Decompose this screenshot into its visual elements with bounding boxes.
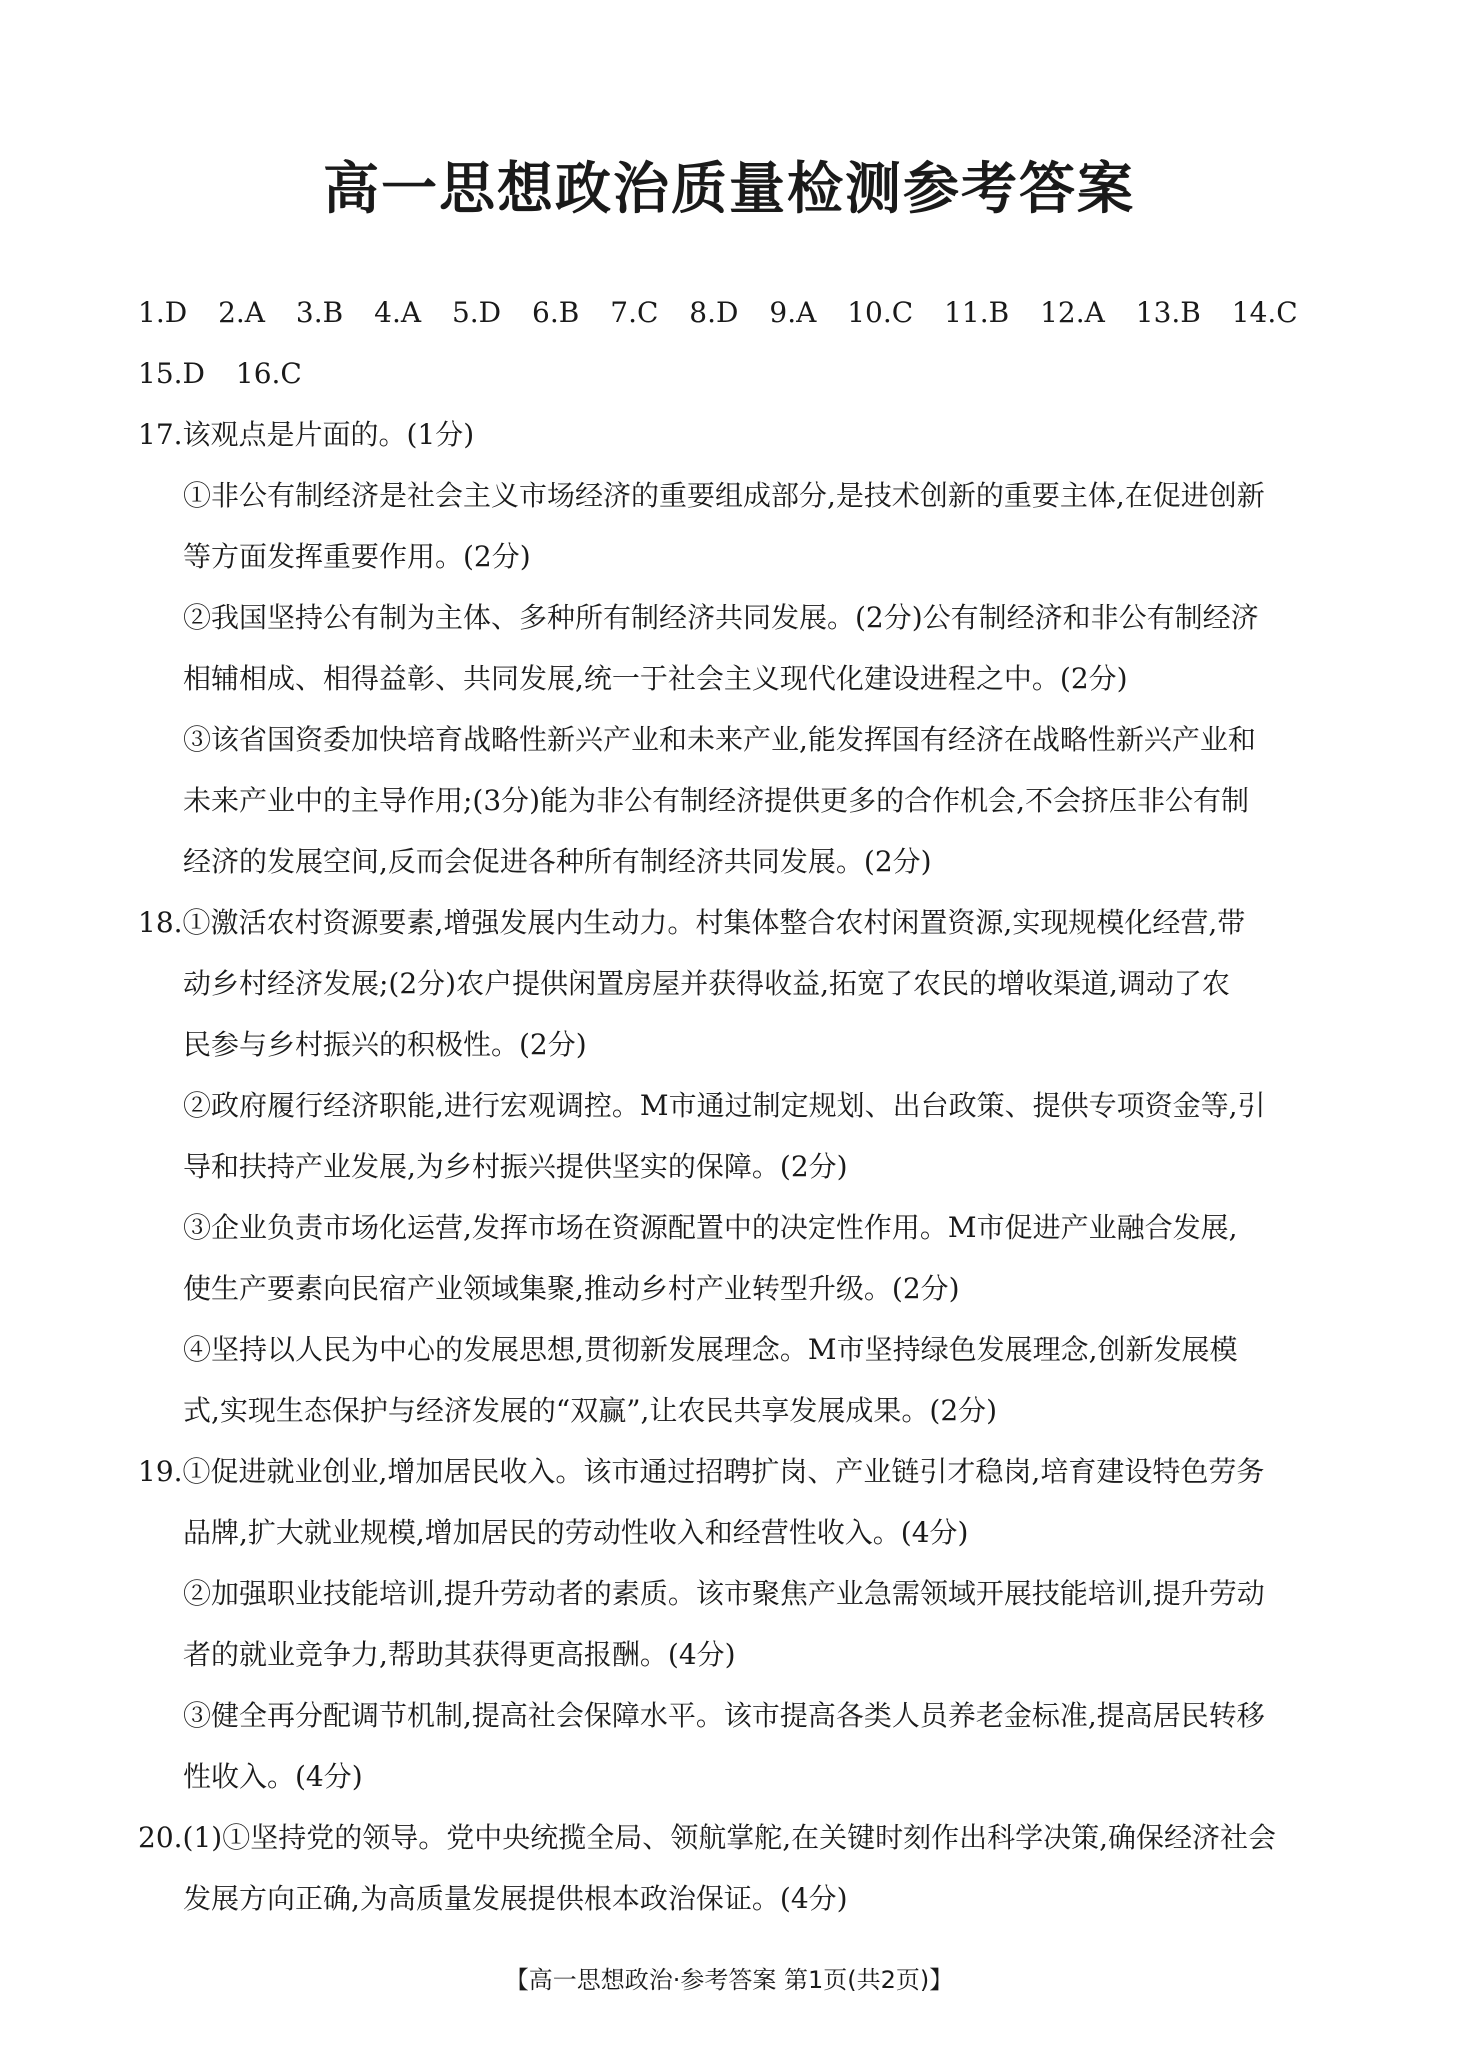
q18-line: 18.①激活农村资源要素,增强发展内生动力。村集体整合农村闲置资源,实现规模化经营,带 [138,906,1246,939]
q20-line: 20.(1)①坚持党的领导。党中央统揽全局、领航掌舵,在关键时刻作出科学决策,确保经济社会 [138,1821,1276,1854]
q17-line: 等方面发挥重要作用。(2分) [183,540,531,573]
mcq-answer: 13.B [1135,296,1201,329]
answer-content [138,282,1333,1929]
q18-line: ②政府履行经济职能,进行宏观调控。M市通过制定规划、出台政策、提供专项资金等,引 [183,1089,1266,1122]
q18-line: 动乡村经济发展;(2分)农户提供闲置房屋并获得收益,拓宽了农民的增收渠道,调动了农 [183,967,1230,1000]
mcq-answer: 12.A [1040,296,1105,329]
q17-line: 经济的发展空间,反而会促进各种所有制经济共同发展。(2分) [183,845,932,878]
mcq-answer: 6.B [532,296,580,329]
mcq-answer: 8.D [689,296,739,329]
mcq-answer: 16.C [235,357,302,390]
mcq-answers-row-1 [138,282,1333,343]
q19-line: 者的就业竞争力,帮助其获得更高报酬。(4分) [183,1638,736,1671]
mcq-answer: 4.A [374,296,422,329]
q17-line: 17.该观点是片面的。(1分) [138,418,475,451]
mcq-answer: 15.D [138,357,205,390]
page-footer: 【高一思想政治·参考答案 第1页(共2页)】 [504,1966,954,1994]
q18-line: 民参与乡村振兴的积极性。(2分) [183,1028,587,1061]
mcq-answers-row-2 [138,343,1333,404]
q17-line: 未来产业中的主导作用;(3分)能为非公有制经济提供更多的合作机会,不会挤压非公有制 [183,784,1250,817]
q18-line: 使生产要素向民宿产业领域集聚,推动乡村产业转型升级。(2分) [183,1272,960,1305]
page-title: 高一思想政治质量检测参考答案 [323,157,1135,222]
q17-line: 相辅相成、相得益彰、共同发展,统一于社会主义现代化建设进程之中。(2分) [183,662,1128,695]
q20-line: 发展方向正确,为高质量发展提供根本政治保证。(4分) [183,1882,848,1915]
q18-line: ③企业负责市场化运营,发挥市场在资源配置中的决定性作用。M市促进产业融合发展, [183,1211,1238,1244]
q18-line: 导和扶持产业发展,为乡村振兴提供坚实的保障。(2分) [183,1150,848,1183]
q18-line: 式,实现生态保护与经济发展的“双赢”,让农民共享发展成果。(2分) [183,1394,998,1427]
q17-line: ③该省国资委加快培育战略性新兴产业和未来产业,能发挥国有经济在战略性新兴产业和 [183,723,1256,756]
q19-line: 19.①促进就业创业,增加居民收入。该市通过招聘扩岗、产业链引才稳岗,培育建设特色劳务 [138,1455,1265,1488]
mcq-answer: 7.C [610,296,659,329]
mcq-answer: 1.D [138,296,188,329]
mcq-answer: 3.B [295,296,344,329]
q19-line: ③健全再分配调节机制,提高社会保障水平。该市提高各类人员养老金标准,提高居民转移 [183,1699,1265,1732]
mcq-answer: 2.A [218,296,266,329]
mcq-answer: 5.D [451,296,502,329]
q19-line: 品牌,扩大就业规模,增加居民的劳动性收入和经营性收入。(4分) [183,1516,969,1549]
mcq-answer: 11.B [944,296,1010,329]
mcq-answer: 10.C [847,296,914,329]
q17-line: ①非公有制经济是社会主义市场经济的重要组成部分,是技术创新的重要主体,在促进创新 [183,479,1265,512]
q19-line: 性收入。(4分) [183,1760,363,1793]
q17-line: ②我国坚持公有制为主体、多种所有制经济共同发展。(2分)公有制经济和非公有制经济 [183,601,1259,634]
mcq-answer: 14.C [1231,296,1298,329]
mcq-answer: 9.A [769,296,817,329]
q18-line: ④坚持以人民为中心的发展思想,贯彻新发展理念。M市坚持绿色发展理念,创新发展模 [183,1333,1238,1366]
q19-line: ②加强职业技能培训,提升劳动者的素质。该市聚焦产业急需领域开展技能培训,提升劳动 [183,1577,1265,1610]
